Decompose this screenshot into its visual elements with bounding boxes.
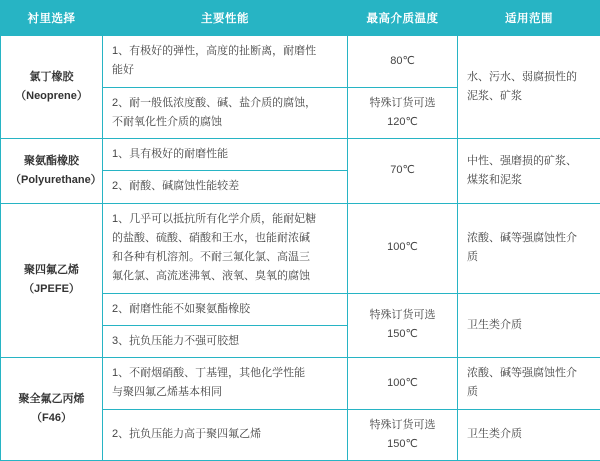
text-line: 1、几乎可以抵抗所有化学介质，能耐妃糖 [112, 210, 338, 229]
text-line: 不耐氧化性介质的腐蚀 [112, 113, 338, 132]
performance-cell [103, 203, 348, 293]
lining-material-name [1, 358, 103, 461]
text-line: 能好 [112, 61, 338, 80]
text-line: 特殊订货可选 [357, 306, 448, 325]
text-line: 120℃ [357, 113, 448, 132]
table-header [1, 1, 600, 36]
text-line: （Polyurethane） [10, 171, 93, 190]
text-line: 1、有极好的弹性，高度的扯断离，耐磨性 [112, 42, 338, 61]
text-line: 100℃ [357, 374, 448, 393]
column-header-lining: 衬里选择 [1, 1, 103, 36]
lining-material-name [1, 203, 103, 358]
application-range-cell [458, 36, 600, 139]
column-header-performance: 主要性能 [103, 1, 348, 36]
text-line: 氟化氯、高流迷沸氧、液氧、臭氧的腐蚀 [112, 267, 338, 286]
text-line: 浓酸、碱等强腐蚀性介 [467, 364, 591, 383]
lining-material-name [1, 139, 103, 204]
text-line: 特殊订货可选 [357, 416, 448, 435]
header-row [1, 1, 600, 36]
performance-cell [103, 171, 348, 203]
text-line: 150℃ [357, 325, 448, 344]
text-line: 和各种有机溶剂。不耐三氟化氯、高温三 [112, 248, 338, 267]
text-line: 2、抗负压能力高于聚四氟乙烯 [112, 425, 338, 444]
application-range-cell [458, 203, 600, 293]
table-row [1, 139, 600, 171]
text-line: 聚四氟乙烯 [10, 261, 93, 280]
text-line: （Neoprene） [10, 87, 93, 106]
performance-cell [103, 36, 348, 88]
text-line: 卫生类介质 [467, 425, 591, 444]
application-range-cell [458, 293, 600, 358]
max-temperature-cell [348, 203, 458, 293]
max-temperature-cell [348, 293, 458, 358]
text-line: 浓酸、碱等强腐蚀性介 [467, 229, 591, 248]
text-line: （JPEFE） [10, 280, 93, 299]
text-line: 2、耐酸、碱腐蚀性能较差 [112, 177, 338, 196]
application-range-cell [458, 358, 600, 410]
column-header-max-temperature: 最高介质温度 [348, 1, 458, 36]
max-temperature-cell [348, 358, 458, 410]
text-line: 质 [467, 383, 591, 402]
column-header-application-range: 适用范围 [458, 1, 600, 36]
text-line: 100℃ [357, 238, 448, 257]
text-line: 1、不耐烟硝酸、丁基锂，其他化学性能 [112, 364, 338, 383]
text-line: 与聚四氟乙烯基本相同 [112, 383, 338, 402]
text-line: 煤浆和泥浆 [467, 171, 591, 190]
text-line: 1、具有极好的耐磨性能 [112, 145, 338, 164]
text-line: 2、耐一般低浓度酸、碱、盐介质的腐蚀， [112, 94, 338, 113]
text-line: 70℃ [357, 161, 448, 180]
performance-cell [103, 293, 348, 325]
text-line: 卫生类介质 [467, 316, 591, 335]
text-line: 的盐酸、硫酸、硝酸和王水，也能耐浓碱 [112, 229, 338, 248]
text-line: 聚全氟乙丙烯 [10, 390, 93, 409]
text-line: 聚氨酯橡胶 [10, 152, 93, 171]
text-line: （F46） [10, 409, 93, 428]
text-line: 80℃ [357, 52, 448, 71]
max-temperature-cell [348, 139, 458, 204]
application-range-cell [458, 409, 600, 461]
performance-cell [103, 325, 348, 357]
text-line: 中性、强磨损的矿浆、 [467, 152, 591, 171]
text-line: 3、抗负压能力不强可胶想 [112, 332, 338, 351]
table-body [1, 36, 600, 461]
table-row [1, 358, 600, 410]
text-line: 泥浆、矿浆 [467, 87, 591, 106]
performance-cell [103, 87, 348, 139]
text-line: 特殊订货可选 [357, 94, 448, 113]
text-line: 150℃ [357, 435, 448, 454]
max-temperature-cell [348, 87, 458, 139]
text-line: 2、耐磨性能不如聚氨酯橡胶 [112, 300, 338, 319]
performance-cell [103, 358, 348, 410]
text-line: 水、污水、弱腐损性的 [467, 68, 591, 87]
text-line: 质 [467, 248, 591, 267]
max-temperature-cell [348, 36, 458, 88]
max-temperature-cell [348, 409, 458, 461]
lining-material-name [1, 36, 103, 139]
text-line: 氯丁橡胶 [10, 68, 93, 87]
application-range-cell [458, 139, 600, 204]
table-row [1, 203, 600, 293]
performance-cell [103, 139, 348, 171]
table-row [1, 36, 600, 88]
performance-cell [103, 409, 348, 461]
